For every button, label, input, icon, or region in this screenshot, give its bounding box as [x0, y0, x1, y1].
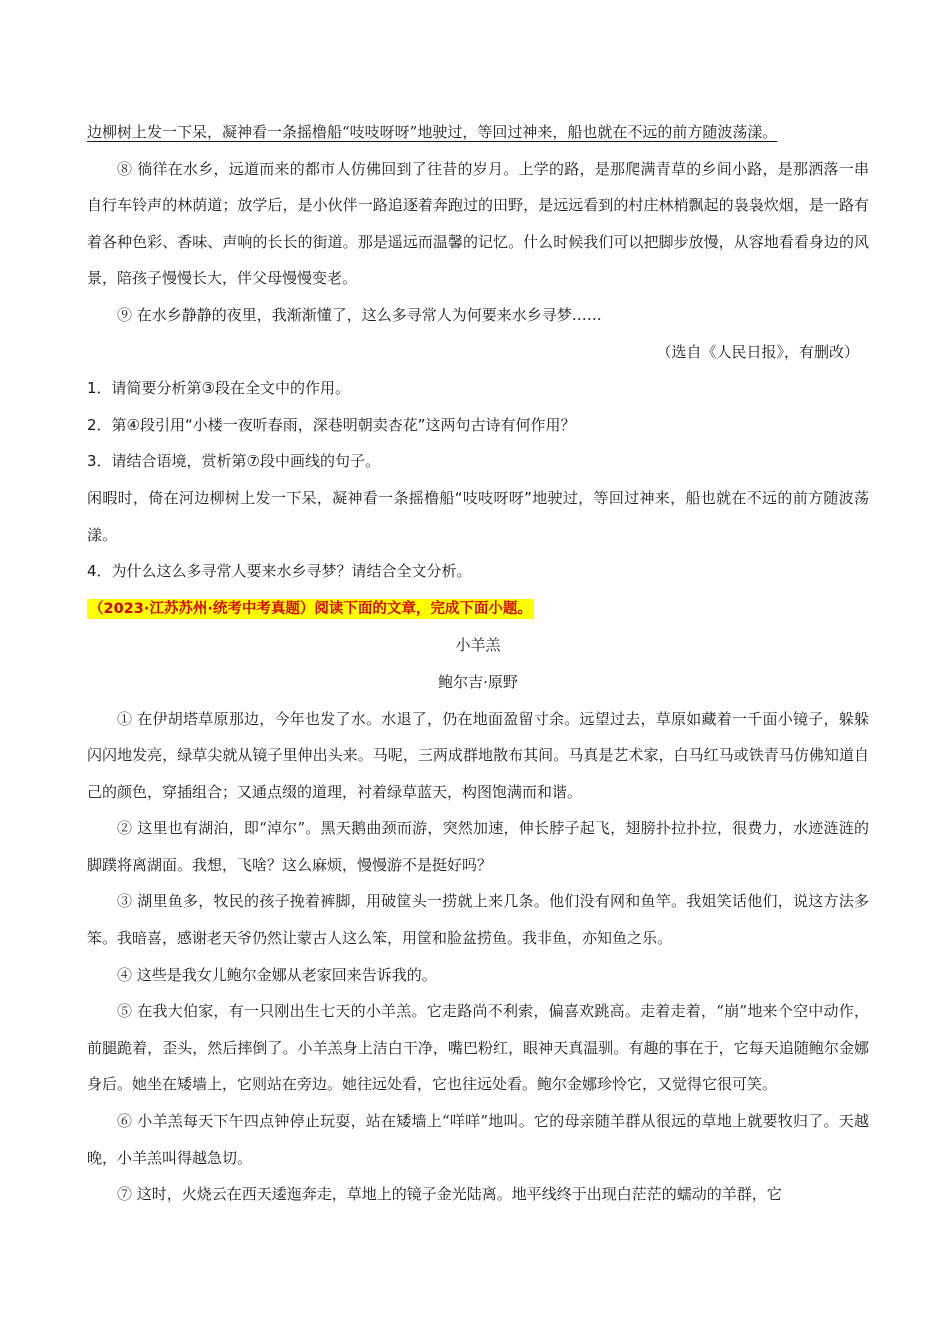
question-3-quote: 闲暇时，倚在河边柳树上发一下呆，凝神看一条摇橹船“吱吱呀呀”地驶过，等回过神来，船也就在不远的前方随波荡漾。: [87, 488, 869, 544]
article-title: 小羊羔: [455, 636, 501, 655]
question-4: 4．为什么这么多寻常人要来水乡寻梦？请结合全文分析。: [87, 562, 472, 581]
exam-header-line: [87, 590, 869, 628]
article-source: （选自《人民日报》，有删改）: [656, 342, 859, 361]
underlined-sentence-tail: 边柳树上发一下呆，凝神看一条摇橹船“吱吱呀呀”地驶过，等回过神来，船也就在不远的前方随波荡漾。: [87, 123, 778, 141]
paragraph-8: ⑧ 徜徉在水乡，远道而来的都市人仿佛回到了往昔的岁月。上学的路，是那爬满青草的乡间小路，是那洒落一串自行车铃声的林荫道；放学后，是小伙伴一路追逐着奔跑过的田野，是远远看到的村庄林梢飘起的袅袅炊烟，是一路有着各种色彩、香味、声响的长长的街道。那是遥远而温馨的记忆。什么时候我们可以把脚步放慢，从容地看看身边的风景，陪孩子慢慢长大，伴父母慢慢变老。: [87, 159, 869, 288]
article2-paragraph-1: ① 在伊胡塔草原那边，今年也发了水。水退了，仍在地面盈留寸余。远望过去，草原如藏着一千面小镜子，躲躲闪闪地发亮，绿草尖就从镜子里伸出头来。马呢，三两成群地散布其间。马真是艺术家，白马红马或铁青马仿佛知道自己的颜色，穿插组合；又通点缀的道理，衬着绿草蓝天，构图饱满而和谐。: [87, 709, 869, 801]
document-content: [87, 114, 869, 1213]
article2-paragraph-6: ⑥ 小羊羔每天下午四点钟停止玩耍，站在矮墙上“咩咩”地叫。它的母亲随羊群从很远的草地上就要牧归了。天越晚，小羊羔叫得越急切。: [87, 1112, 869, 1167]
article-author: 鲍尔吉·原野: [438, 672, 518, 691]
article2-paragraph-2: ② 这里也有湖泊，即“淖尔”。黑天鹅曲颈而游，突然加速，伸长脖子起飞，翅膀扑拉扑拉，很费力，水迹涟涟的脚蹼将离湖面。我想，飞啥？这么麻烦，慢慢游不是挺好吗？: [87, 819, 869, 874]
question-1: 1．请简要分析第③段在全文中的作用。: [87, 379, 350, 398]
question-2: 2．第④段引用“小楼一夜听春雨，深巷明朝卖杏花”这两句古诗有何作用？: [87, 415, 576, 434]
question-3: 3．请结合语境，赏析第⑦段中画线的句子。: [87, 452, 380, 471]
article2-paragraph-3: ③ 湖里鱼多，牧民的孩子挽着裤脚，用破筐头一捞就上来几条。他们没有网和鱼竿。我姐笑话他们，说这方法多笨。我暗喜，感谢老天爷仍然让蒙古人这么笨，用筐和脸盆捞鱼。我非鱼，亦知鱼之乐。: [87, 892, 869, 948]
exam-header: （2023·江苏苏州·统考中考真题）阅读下面的文章，完成下面小题。: [89, 600, 532, 617]
paragraph-9: ⑨ 在水乡静静的夜里，我渐渐懂了，这么多寻常人为何要来水乡寻梦……: [117, 305, 602, 324]
article2-paragraph-4: ④ 这些是我女儿鲍尔金娜从老家回来告诉我的。: [117, 965, 437, 984]
article2-paragraph-5: ⑤ 在我大伯家，有一只刚出生七天的小羊羔。它走路尚不利索，偏喜欢跳高。走着走着，“崩”地来个空中动作，前腿跪着，歪头，然后摔倒了。小羊羔身上洁白干净，嘴巴粉红，眼神天真温驯。有趣的事在于，它每天追随鲍尔金娜身后。她坐在矮墙上，它则站在旁边。她往远处看，它也往远处看。鲍尔金娜珍怜它，又觉得它很可笑。: [87, 1002, 869, 1094]
article2-paragraph-7: ⑦ 这时，火烧云在西天逶迤奔走，草地上的镜子金光陆离。地平线终于出现白茫茫的蠕动的羊群，它: [117, 1185, 782, 1204]
